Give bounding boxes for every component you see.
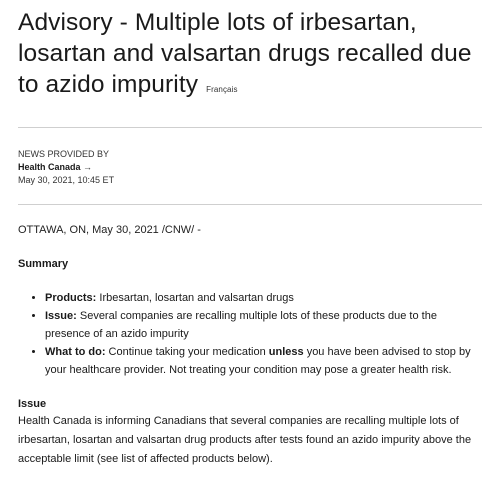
issue-heading: Issue [18,398,47,410]
news-provided-by [18,148,482,187]
dateline: OTTAWA, ON, May 30, 2021 /CNW/ - [18,224,201,236]
item-emphasis: unless [268,346,304,358]
list-item [45,343,482,379]
language-link-french[interactable]: Français [206,85,238,94]
release-timestamp: May 30, 2021, 10:45 ET [18,175,115,185]
provider-link[interactable] [18,161,482,174]
item-text: Irbesartan, losartan and valsartan drugs [99,292,294,304]
page-title [18,7,482,105]
item-text: you have been advised to stop by your healthcare provider. Not treating your condition may pose a greater health risk. [45,346,471,376]
list-item [45,307,482,343]
title-text: Advisory - Multiple lots of irbesartan, losartan and valsartan drugs recalled due to azido impurity [18,9,472,98]
item-label: Products: [45,292,97,304]
issue-paragraph: Health Canada is informing Canadians that several companies are recalling multiple lots of irbesartan, losartan and valsartan drug products after tests found an azido impurity above the acceptable limit (see list of affected products below). [18,415,472,465]
list-item [45,289,482,307]
summary-list [18,289,482,379]
news-provided-label: NEWS PROVIDED BY [18,149,110,159]
divider [18,127,482,128]
provider-name[interactable]: Health Canada [18,162,81,172]
arrow-right-icon: → [83,162,93,172]
divider [18,204,482,205]
item-text: Several companies are recalling multiple lots of these products due to the presence of an azido impurity [45,310,437,340]
summary-heading: Summary [18,258,69,270]
item-label: Issue: [45,310,77,322]
item-label: What to do: [45,346,106,358]
item-text: Continue taking your medication [108,346,266,358]
